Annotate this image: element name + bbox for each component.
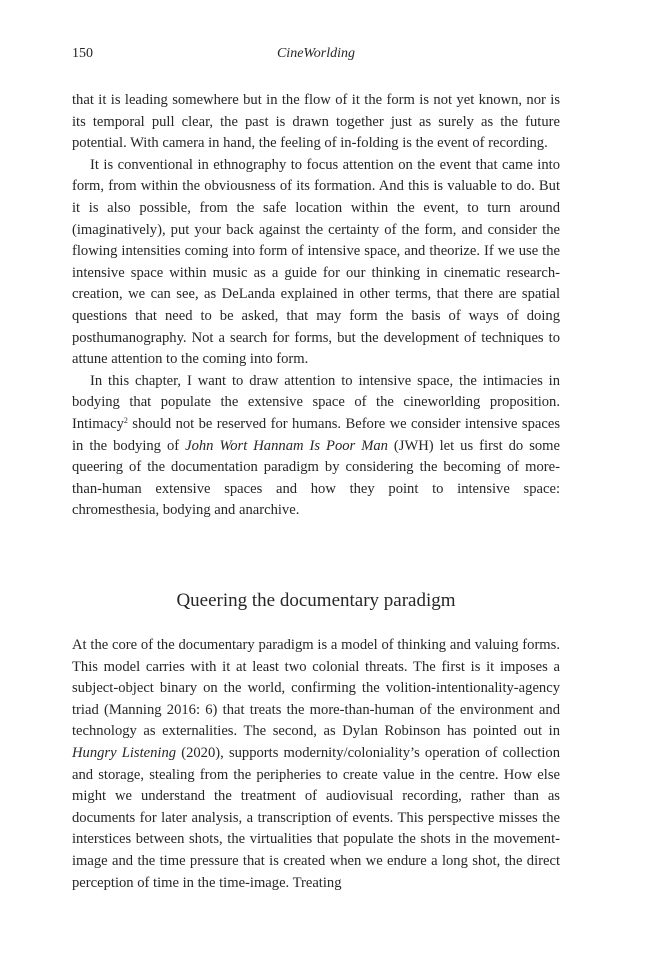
text-run: that it is leading somewhere but in the flow of it the form is not yet known, nor is its temporal pull clear, the past is drawn together just as surely as the future potential. With camera in hand, the feeling of in-folding is the event of recording. xyxy=(72,92,560,152)
book-page xyxy=(72,0,560,975)
paragraph xyxy=(72,90,560,155)
page-number: 150 xyxy=(72,46,93,61)
running-title: CineWorlding xyxy=(276,46,356,61)
text-run: (JWH) let us first do some queering of the documentation paradigm by considering the becoming of more-than-human extensive spaces and how they point to intensive space: chromesthesia, bodying and anarchive. xyxy=(72,437,561,519)
text-run: It is conventional in ethnography to focus attention on the event that came into form, from within the obviousness of its formation. And this is valuable to do. But it is also possible, from the safe location within the event, to turn around (imaginatively), put your back against the certainty of the form, and consider the flowing intensities coming into form of intensive space, and theorize. If we use the intensive space within music as a guide for our thinking in cinematic research-creation, we can see, as DeLanda explained in other terms, that there are spatial questions that need to be asked, that may form the basis of ways of doing posthumanography. Not a search for forms, but the development of techniques to attune attention to the coming into form. xyxy=(72,156,560,368)
footnote-marker: 2 xyxy=(123,415,128,425)
text-run: should not be reserved for humans. Before we consider intensive spaces in the bodying of xyxy=(72,415,560,454)
paragraph xyxy=(72,155,560,371)
running-head xyxy=(72,46,560,66)
text-run: In this chapter, I want to draw attention to intensive space, the intimacies in bodying that populate the extensive space of the cineworlding proposition. Intimacy xyxy=(72,372,560,432)
body-text-bottom xyxy=(72,635,560,894)
italic-title: Hungry Listening xyxy=(72,744,177,761)
paragraph xyxy=(72,371,560,522)
italic-title: John Wort Hannam Is Poor Man xyxy=(185,437,388,454)
text-run: (2020), supports modernity/coloniality’s operation of collection and storage, stealing from the peripheries to create value in the centre. How else might we understand the treatment of audiovisual recording, rather than as documents for later analysis, a transcription of events. This perspective misses the interstices between shots, the virtualities that populate the shots in the movement-image and the time pressure that is created when we endure a long shot, the direct perception of time in the time-image. Treating xyxy=(72,744,561,891)
text-run: At the core of the documentary paradigm is a model of thinking and valuing forms. This model carries with it at least two colonial threats. The first is it imposes a subject-object binary on the world, confirming the volition-intentionality-agency triad (Manning 2016: 6) that treats the more-than-human of the environment and technology as externalities. The second, as Dylan Robinson has pointed out in xyxy=(72,637,560,740)
paragraph xyxy=(72,635,560,894)
body-text-top xyxy=(72,90,560,522)
section-heading: Queering the documentary paradigm xyxy=(176,590,456,611)
